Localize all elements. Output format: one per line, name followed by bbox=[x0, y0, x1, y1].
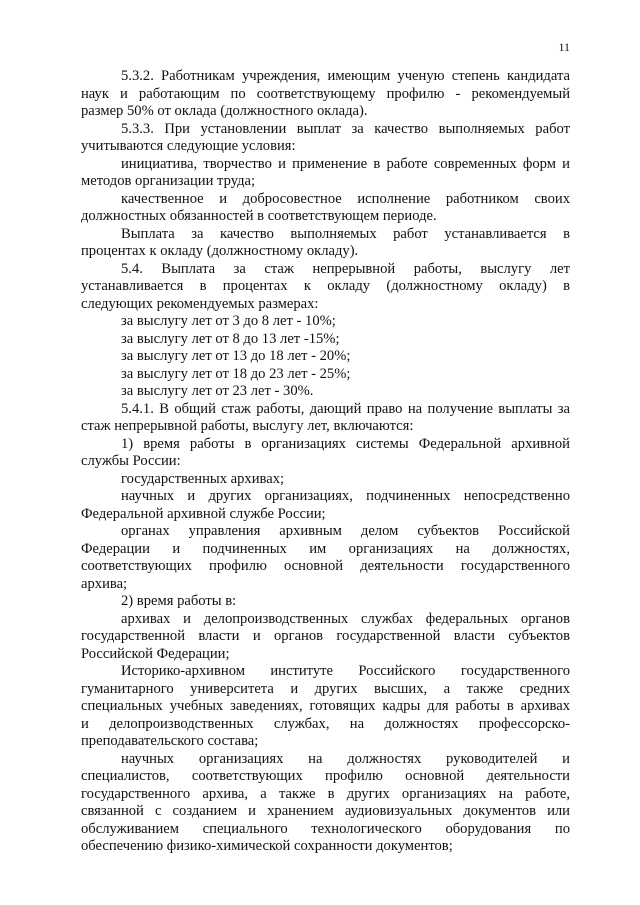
text-line: инициатива, творчество и применение в работе современных форм и bbox=[121, 155, 570, 172]
text-line: следующих рекомендуемых размерах: bbox=[81, 295, 319, 312]
text-line: устанавливается в процентах к окладу (должностному окладу) в bbox=[81, 278, 570, 294]
text-line: должностных обязанностей в соответствующем периоде. bbox=[81, 208, 437, 224]
text-line: Выплата за качество выполняемых работ устанавливается в bbox=[121, 225, 570, 242]
text-line: 1) время работы в организациях системы Федеральной архивной bbox=[121, 435, 570, 452]
text-line: архива; bbox=[81, 575, 128, 592]
text-line: соответствующих профилю основной деятельности государственного bbox=[81, 558, 570, 574]
text-line: государственного архива, а также в других организациях на работе, bbox=[81, 785, 570, 802]
text-line: и делопроизводственных службах, на должностях профессорско- bbox=[81, 715, 570, 732]
text-line: Российской Федерации; bbox=[81, 645, 230, 662]
text-line: процентах к окладу (должностному окладу). bbox=[81, 243, 359, 259]
text-line: Федерации и подчиненных им организациях на должностях, bbox=[81, 540, 570, 557]
text-line: 5.4. Выплата за стаж непрерывной работы, выслугу лет bbox=[121, 260, 570, 277]
text-line: Историко-архивном институте Российского государственного bbox=[121, 663, 570, 679]
text-line: за выслугу лет от 8 до 13 лет -15%; bbox=[121, 330, 340, 347]
text-line: специалистов, соответствующих профилю основной деятельности bbox=[81, 768, 570, 784]
text-line: архивах и делопроизводственных службах федеральных органов bbox=[121, 610, 570, 627]
text-line: за выслугу лет от 13 до 18 лет - 20%; bbox=[121, 348, 351, 364]
text-line: за выслугу лет от 23 лет - 30%. bbox=[121, 383, 314, 399]
text-line: обеспечению физико-химической сохранности документов; bbox=[81, 838, 453, 854]
text-line: качественное и добросовестное исполнение работником своих bbox=[121, 190, 570, 207]
text-line: 5.4.1. В общий стаж работы, дающий право на получение выплаты за bbox=[121, 400, 570, 417]
text-line: государственной власти и органов государственной власти субъектов bbox=[81, 628, 570, 644]
text-line: 2) время работы в: bbox=[121, 593, 237, 609]
body-text bbox=[81, 68, 570, 856]
page-number: 11 bbox=[558, 40, 570, 54]
text-line: научных и других организациях, подчиненных непосредственно bbox=[121, 488, 570, 504]
text-line: гуманитарного университета и других высших, а также средних bbox=[81, 680, 570, 697]
text-line: государственных архивах; bbox=[121, 470, 285, 487]
text-line: органах управления архивным делом субъектов Российской bbox=[121, 523, 570, 539]
text-line: обслуживанием специального технологического оборудования по bbox=[81, 820, 570, 837]
text-line: за выслугу лет от 18 до 23 лет - 25%; bbox=[121, 365, 351, 382]
text-line: размер 50% от оклада (должностного оклада). bbox=[81, 103, 368, 119]
text-line: связанной с созданием и хранением аудиовизуальных документов или bbox=[81, 803, 570, 819]
text-line: научных организациях на должностях руководителей и bbox=[121, 750, 570, 767]
text-line: 5.3.3. При установлении выплат за качество выполняемых работ bbox=[121, 120, 570, 137]
text-line: службы России: bbox=[81, 453, 181, 469]
text-line: стаж непрерывной работы, выслугу лет, включаются: bbox=[81, 418, 414, 434]
text-line: методов организации труда; bbox=[81, 173, 256, 189]
text-line: 5.3.2. Работникам учреждения, имеющим ученую степень кандидата bbox=[121, 68, 570, 84]
text-line: преподавательского состава; bbox=[81, 733, 259, 749]
text-line: наук и работающим по соответствующему профилю - рекомендуемый bbox=[81, 85, 570, 102]
text-line: Федеральной архивной службе России; bbox=[81, 505, 326, 522]
text-line: учитываются следующие условия: bbox=[81, 138, 296, 154]
text-line: за выслугу лет от 3 до 8 лет - 10%; bbox=[121, 313, 336, 329]
text-line: специальных учебных заведениях, готовящих кадры для работы в архивах bbox=[81, 698, 570, 714]
